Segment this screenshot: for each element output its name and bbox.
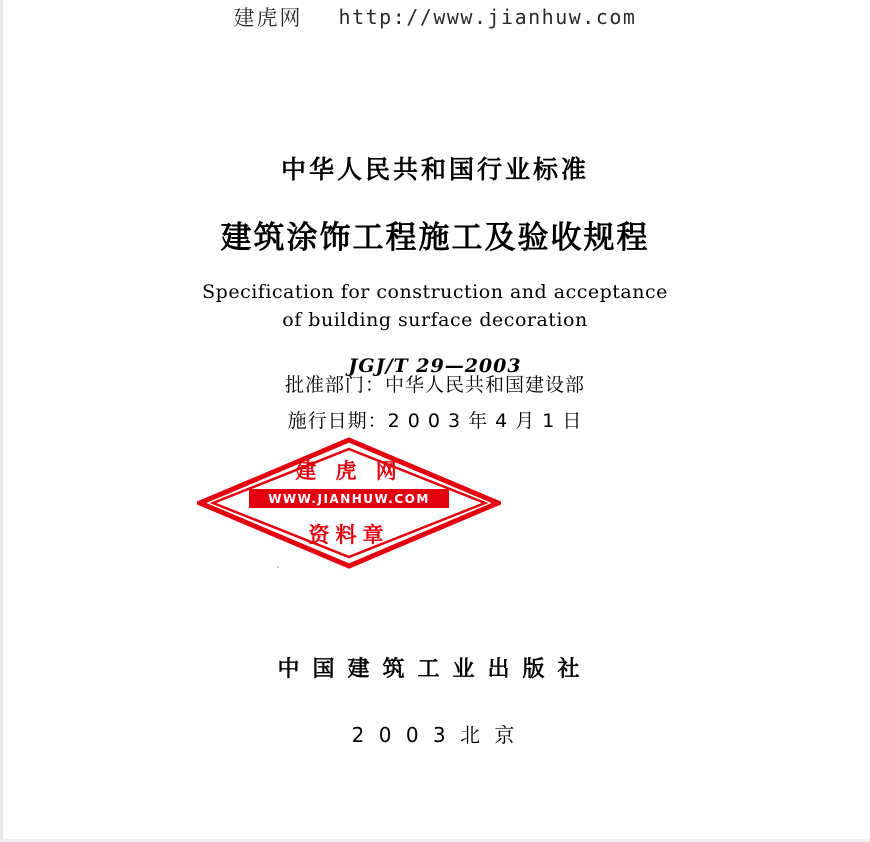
- watermark-stamp: [197, 437, 501, 569]
- page-title: 建筑涂饰工程施工及验收规程: [220, 220, 650, 256]
- stamp-top-text: 建 虎 网: [295, 459, 403, 483]
- approval-authority: 批准部门：中华人民共和国建设部: [284, 374, 585, 396]
- publication-place-year: 2 0 0 3 北 京: [351, 723, 519, 747]
- diamond-stamp-icon: [197, 437, 501, 569]
- watermark-url: http://www.jianhuw.com: [338, 5, 637, 29]
- watermark-site-name: 建虎网: [233, 6, 303, 30]
- standard-organization: 中华人民共和国行业标准: [280, 155, 589, 184]
- title-block: [0, 150, 870, 377]
- issue-info-block: [0, 370, 870, 442]
- standard-code: JGJ/T 29—2003: [348, 355, 522, 377]
- title-english-line-1: Specification for construction and acceptance: [202, 281, 668, 303]
- publisher-name: 中国建筑工业出版社: [277, 657, 593, 682]
- title-english-line-2: of building surface decoration: [282, 309, 588, 331]
- header-watermark: [0, 0, 870, 34]
- effective-date: 施行日期：2 0 0 3 年 4 月 1 日: [287, 410, 583, 432]
- publisher-block: [0, 652, 870, 748]
- stamp-url-text: WWW.JIANHUW.COM: [268, 491, 430, 506]
- stamp-bottom-text: 资料章: [308, 523, 390, 547]
- page-speck: [277, 566, 279, 568]
